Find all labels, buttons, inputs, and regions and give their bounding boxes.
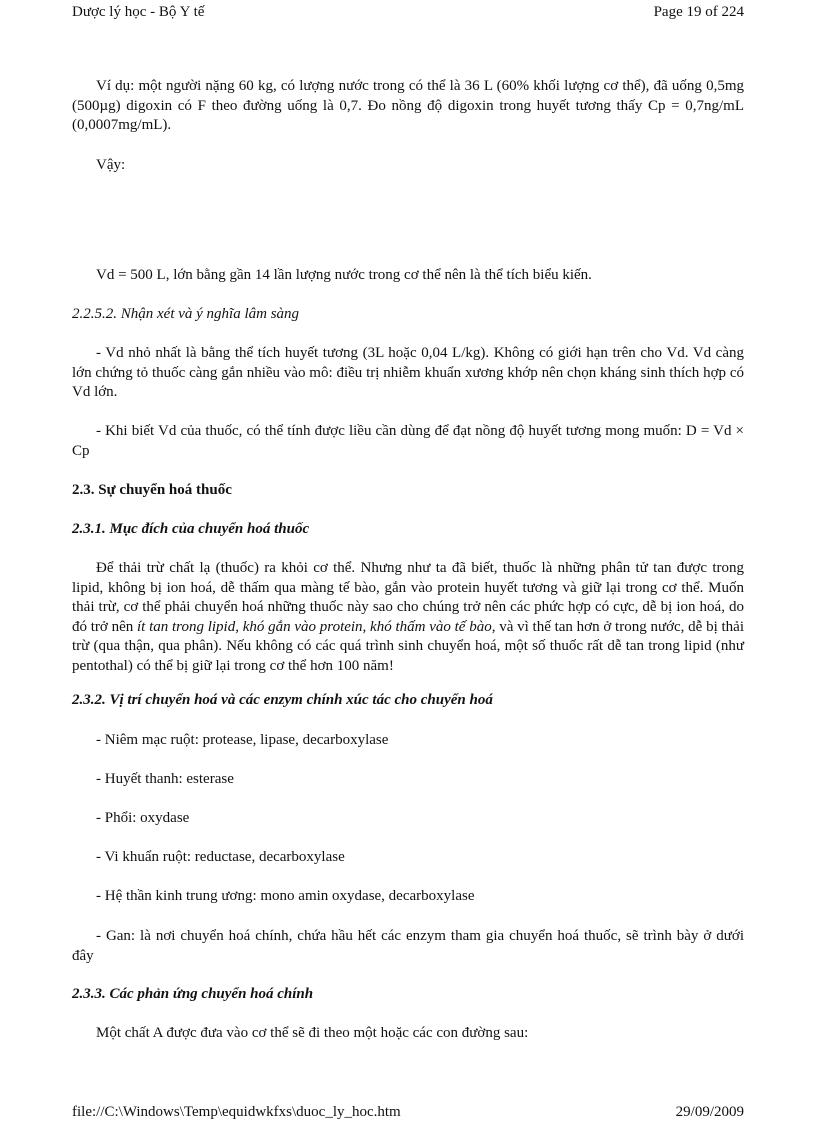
list-item: - Huyết thanh: esterase — [96, 771, 234, 787]
page-number: Page 19 of 224 — [653, 4, 744, 20]
vd-min-paragraph: - Vd nhỏ nhất là bằng thể tích huyết tương (3L hoặc 0,04 L/kg). Không có giới hạn trên cho Vd. Vd càng lớn chứng tỏ thuốc càng gắn nhiều vào mô: điều trị nhiễm khuẩn xương khớp nên chọn kháng sinh thích hợp có Vd lớn. — [72, 345, 744, 400]
purpose-text-a: Để thải trừ chất lạ (thuốc) ra khỏi cơ thể. Nhưng như ta đã biết, thuốc là những phân tử tan được trong lipid, không bị ion hoá, dễ thấm qua màng tế bào, gắn vào protein huyết tương và giữ lại trong cơ thể. Muốn thải trừ, cơ thể phải chuyển hoá những thuốc này sao cho chúng trở nên các phức hợp có cực, dễ bị ion hoá, do đó trở nên — [72, 560, 744, 635]
list-item: - Hệ thần kinh trung ương: mono amin oxydase, decarboxylase — [96, 888, 475, 904]
file-path: file://C:\Windows\Temp\equidwkfxs\duoc_ly_hoc.htm — [72, 1104, 401, 1120]
document-title: Dược lý học - Bộ Y tế — [72, 4, 205, 20]
list-item: - Niêm mạc ruột: protease, lipase, decarboxylase — [96, 732, 389, 748]
reactions-paragraph: Một chất A được đưa vào cơ thể sẽ đi theo một hoặc các con đường sau: — [96, 1025, 529, 1041]
page-footer — [72, 1104, 744, 1124]
vay-paragraph: Vậy: — [96, 157, 126, 173]
list-item: - Phổi: oxydase — [96, 810, 190, 826]
heading-2-3-1: 2.3.1. Mục đích của chuyển hoá thuốc — [72, 521, 310, 537]
heading-2-3-2: 2.3.2. Vị trí chuyển hoá và các enzym chính xúc tác cho chuyển hoá — [72, 692, 493, 708]
page-header — [72, 4, 744, 24]
vd-paragraph: Vd = 500 L, lớn bằng gần 14 lần lượng nước trong cơ thể nên là thể tích biểu kiến. — [96, 267, 592, 283]
vd-dose-paragraph: - Khi biết Vd của thuốc, có thể tính được liều cần dùng để đạt nồng độ huyết tương mong muốn: D = Vd × Cp — [72, 423, 744, 459]
print-date: 29/09/2009 — [675, 1104, 744, 1120]
purpose-text-italic: ít tan trong lipid, khó gắn vào protein, khó thấm vào tế bào — [137, 618, 492, 635]
heading-2-3-3: 2.3.3. Các phản ứng chuyển hoá chính — [72, 986, 314, 1002]
purpose-paragraph — [72, 559, 744, 676]
purpose-text-b: , và vì thế tan hơn ở trong nước, dễ bị thải trừ (qua thận, qua phân). Nếu không có các quá trình sinh chuyển hoá, một số thuốc rất dễ tan trong lipid (như pentothal) có thể bị giữ lại trong cơ thể hơn 100 năm! — [72, 618, 744, 674]
gan-paragraph: - Gan: là nơi chuyển hoá chính, chứa hầu hết các enzym tham gia chuyển hoá thuốc, sẽ trình bày ở dưới đây — [72, 928, 744, 964]
heading-2-3: 2.3. Sự chuyển hoá thuốc — [72, 482, 232, 498]
heading-2-2-5-2: 2.2.5.2. Nhận xét và ý nghĩa lâm sàng — [72, 306, 300, 322]
list-item: - Vi khuẩn ruột: reductase, decarboxylase — [96, 849, 345, 865]
example-paragraph: Ví dụ: một người nặng 60 kg, có lượng nước trong có thể là 36 L (60% khối lượng cơ thể), đã uống 0,5mg (500µg) digoxin có F theo đường uống là 0,7. Đo nồng độ digoxin trong huyết tương thấy Cp = 0,7ng/mL (0,0007mg/mL). — [72, 78, 744, 133]
